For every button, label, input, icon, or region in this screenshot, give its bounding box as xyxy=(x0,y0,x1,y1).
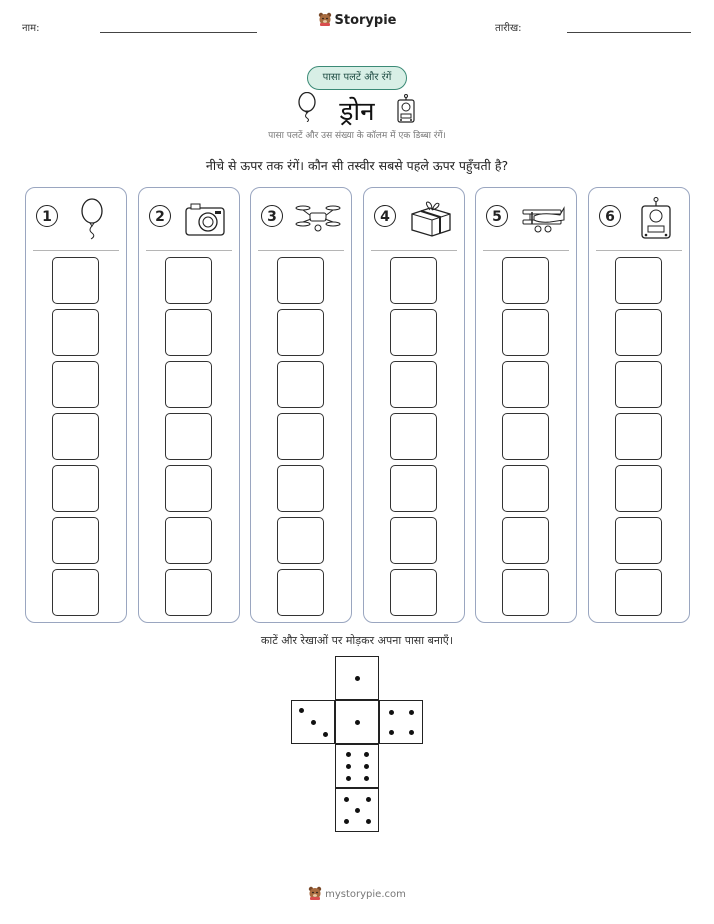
column-6 xyxy=(588,187,690,623)
color-box[interactable] xyxy=(390,517,437,564)
color-box[interactable] xyxy=(52,517,99,564)
date-label: तारीख: xyxy=(495,23,522,34)
color-box[interactable] xyxy=(615,413,662,460)
divider xyxy=(596,250,682,251)
color-box[interactable] xyxy=(390,309,437,356)
divider xyxy=(258,250,344,251)
dice-pip xyxy=(366,797,371,802)
dice-face xyxy=(335,656,379,700)
color-box[interactable] xyxy=(165,257,212,304)
dice-pip xyxy=(364,752,369,757)
color-box[interactable] xyxy=(277,569,324,616)
color-box[interactable] xyxy=(52,361,99,408)
column-number: 4 xyxy=(374,205,396,227)
dice-face xyxy=(335,700,379,744)
biplane-icon xyxy=(520,196,566,240)
balloon-icon xyxy=(70,196,116,240)
color-box[interactable] xyxy=(502,413,549,460)
color-box[interactable] xyxy=(502,361,549,408)
color-box[interactable] xyxy=(277,361,324,408)
dice-pip xyxy=(409,710,414,715)
color-box[interactable] xyxy=(502,465,549,512)
color-box[interactable] xyxy=(165,465,212,512)
color-box[interactable] xyxy=(615,309,662,356)
date-line[interactable] xyxy=(567,32,691,33)
column-1 xyxy=(25,187,127,623)
dice-pip xyxy=(355,808,360,813)
divider xyxy=(371,250,457,251)
brand-name: Storypie xyxy=(334,13,397,28)
name-label: नाम: xyxy=(22,23,40,34)
color-box[interactable] xyxy=(390,569,437,616)
dice-pip xyxy=(409,730,414,735)
dice-pip xyxy=(346,764,351,769)
dice-pip xyxy=(299,708,304,713)
dice-pip xyxy=(366,819,371,824)
color-box[interactable] xyxy=(502,517,549,564)
dice-pip xyxy=(389,710,394,715)
column-number: 2 xyxy=(149,205,171,227)
divider xyxy=(483,250,569,251)
color-box[interactable] xyxy=(52,309,99,356)
footer xyxy=(0,886,714,903)
dice-pip xyxy=(344,819,349,824)
dice-pip xyxy=(355,676,360,681)
gift-box-icon xyxy=(408,196,454,240)
storypie-bear-icon xyxy=(308,886,322,903)
dice-pip xyxy=(323,732,328,737)
dice-pip xyxy=(364,764,369,769)
color-box[interactable] xyxy=(52,257,99,304)
color-box[interactable] xyxy=(390,361,437,408)
column-number: 3 xyxy=(261,205,283,227)
color-box[interactable] xyxy=(52,413,99,460)
camera-icon xyxy=(183,196,229,240)
color-box[interactable] xyxy=(165,361,212,408)
color-box[interactable] xyxy=(277,465,324,512)
column-2 xyxy=(138,187,240,623)
column-3 xyxy=(250,187,352,623)
instruction-subtitle: पासा पलटें और उस संख्या के कॉलम में एक डिब्बा रंगें। xyxy=(268,131,446,141)
dice-pip xyxy=(344,797,349,802)
color-box[interactable] xyxy=(277,309,324,356)
column-number: 1 xyxy=(36,205,58,227)
color-box[interactable] xyxy=(615,257,662,304)
color-box[interactable] xyxy=(502,309,549,356)
column-number: 5 xyxy=(486,205,508,227)
color-box[interactable] xyxy=(165,309,212,356)
dice-pip xyxy=(346,776,351,781)
color-box[interactable] xyxy=(165,517,212,564)
divider xyxy=(146,250,232,251)
cut-instruction: काटें और रेखाओं पर मोड़कर अपना पासा बनाएँ। xyxy=(260,634,454,647)
dice-face xyxy=(291,700,335,744)
activity-tag: पासा पलटें और रंगें xyxy=(307,66,407,90)
color-box[interactable] xyxy=(615,517,662,564)
robot-icon xyxy=(633,196,679,240)
color-box[interactable] xyxy=(390,465,437,512)
color-box[interactable] xyxy=(390,413,437,460)
brand xyxy=(0,12,714,30)
color-box[interactable] xyxy=(165,569,212,616)
column-number: 6 xyxy=(599,205,621,227)
color-box[interactable] xyxy=(615,361,662,408)
dice-pip xyxy=(346,752,351,757)
color-box[interactable] xyxy=(277,257,324,304)
question-text: नीचे से ऊपर तक रंगें। कौन सी तस्वीर सबसे पहले ऊपर पहुँचती है? xyxy=(205,158,509,173)
dice-pip xyxy=(389,730,394,735)
dice-pip xyxy=(355,720,360,725)
drone-icon xyxy=(295,196,341,240)
color-box[interactable] xyxy=(502,569,549,616)
column-5 xyxy=(475,187,577,623)
color-box[interactable] xyxy=(277,413,324,460)
dice-pip xyxy=(311,720,316,725)
footer-url: mystorypie.com xyxy=(325,889,406,900)
dice-face xyxy=(379,700,423,744)
color-box[interactable] xyxy=(502,257,549,304)
storypie-bear-icon xyxy=(318,12,332,30)
robot-icon xyxy=(394,94,418,128)
color-box[interactable] xyxy=(277,517,324,564)
dice-face xyxy=(335,788,379,832)
color-box[interactable] xyxy=(52,465,99,512)
color-box[interactable] xyxy=(615,569,662,616)
divider xyxy=(33,250,119,251)
column-4 xyxy=(363,187,465,623)
color-box[interactable] xyxy=(52,569,99,616)
color-box[interactable] xyxy=(390,257,437,304)
name-line[interactable] xyxy=(100,32,257,33)
page-title: ड्रोन xyxy=(339,97,375,127)
color-box[interactable] xyxy=(165,413,212,460)
dice-face xyxy=(335,744,379,788)
color-box[interactable] xyxy=(615,465,662,512)
dice-pip xyxy=(364,776,369,781)
